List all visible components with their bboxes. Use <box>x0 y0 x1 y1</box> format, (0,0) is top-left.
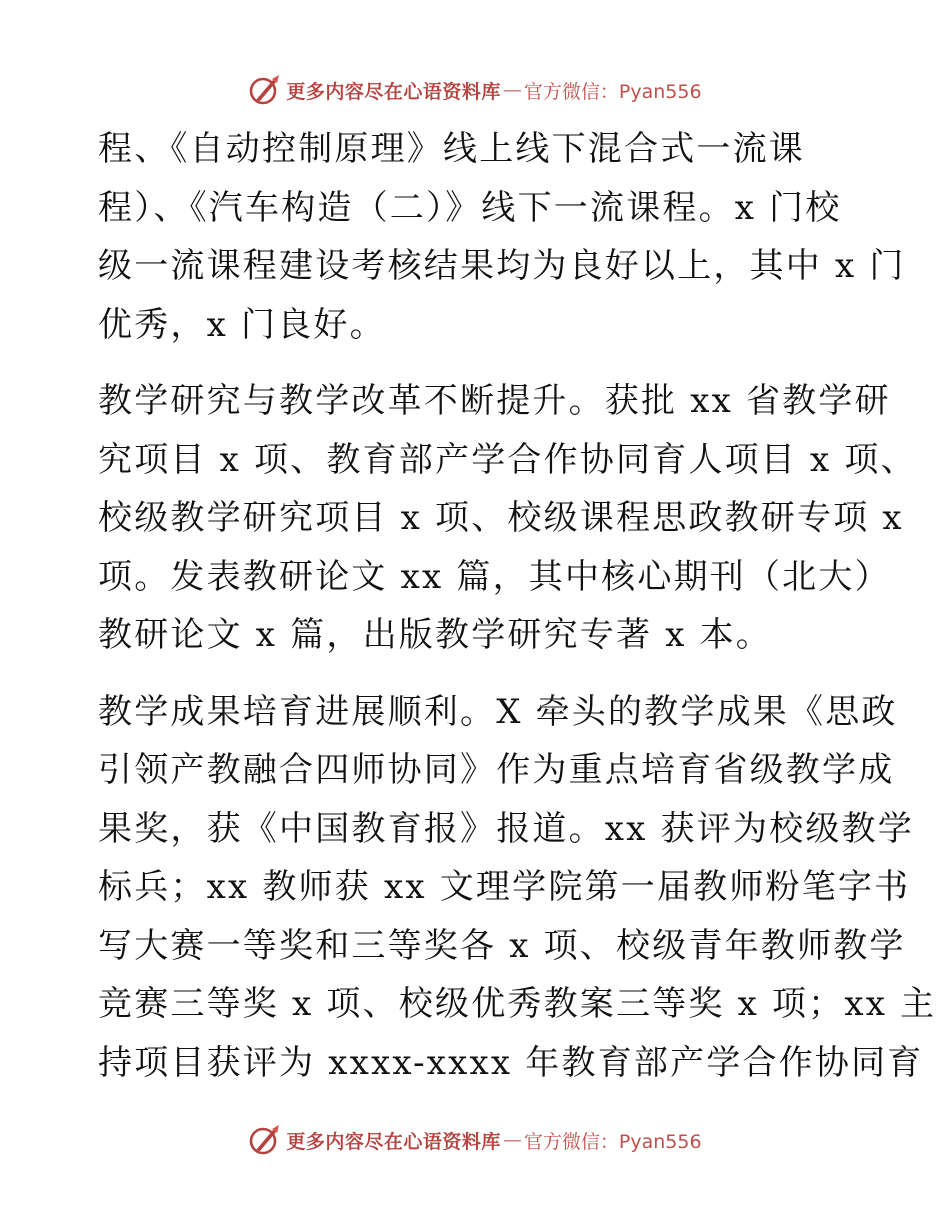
text-line: 教学成果培育进展顺利。X 牵头的教学成果《思政 <box>98 691 898 732</box>
watermark-contact: 官方微信：Pyan556 <box>523 80 702 103</box>
text-line: 程）、《汽车构造（二）》线下一流课程。x 门校 <box>98 187 842 228</box>
quill-circle-logo-icon <box>248 73 282 107</box>
text-line: 引领产教融合四师协同》作为重点培育省级教学成 <box>98 750 895 790</box>
text-line: 竞赛三等奖 x 项、校级优秀教案三等奖 x 项；xx 主 <box>98 984 937 1024</box>
text-line: 项。发表教研论文 xx 篇，其中核心期刊（北大） <box>98 556 891 597</box>
text-line: 优秀，x 门良好。 <box>98 304 386 345</box>
watermark-text: 更多内容尽在心语资料库 <box>286 80 501 103</box>
text-line: 教学研究与教学改革不断提升。获批 xx 省教学研 <box>98 381 891 421</box>
text-line: 教研论文 x 篇，出版教学研究专著 x 本。 <box>98 615 772 655</box>
text-line: 写大赛一等奖和三等奖各 x 项、校级青年教师教学 <box>98 925 906 966</box>
watermark-separator: — <box>502 79 522 101</box>
watermark-separator: — <box>502 1129 522 1151</box>
text-line: 持项目获评为 xxxx-xxxx 年教育部产学合作协同育 <box>98 1042 924 1083</box>
header-watermark <box>0 70 950 110</box>
watermark-text: 更多内容尽在心语资料库 <box>286 1130 501 1153</box>
quill-circle-logo-icon <box>248 1123 282 1157</box>
paragraph <box>98 683 937 1093</box>
text-line: 校级教学研究项目 x 项、校级课程思政教研专项 x <box>98 498 904 538</box>
paragraph <box>98 372 917 665</box>
text-line: 究项目 x 项、教育部产学合作协同育人项目 x 项、 <box>98 439 917 480</box>
text-line: 级一流课程建设考核结果均为良好以上，其中 x 门 <box>98 246 906 286</box>
text-line: 标兵；xx 教师获 xx 文理学院第一届教师粉笔字书 <box>98 867 911 907</box>
watermark-contact: 官方微信：Pyan556 <box>523 1130 702 1153</box>
paragraph <box>98 120 906 354</box>
text-line: 程、《自动控制原理》线上线下混合式一流课 <box>98 129 805 169</box>
text-line: 果奖，获《中国教育报》报道。xx 获评为校级教学 <box>98 808 914 849</box>
footer-watermark <box>0 1120 950 1160</box>
document-body <box>98 120 937 1110</box>
